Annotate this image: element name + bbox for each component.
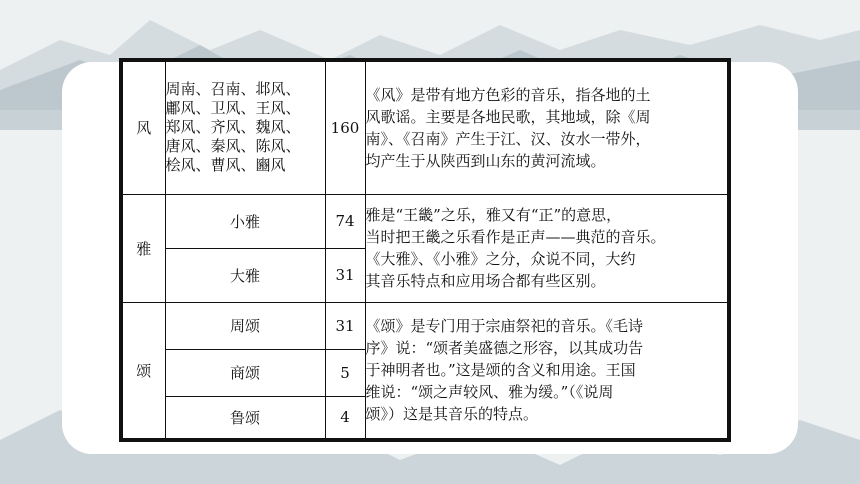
name-line: 唐风、秦风、陈风、: [165, 137, 301, 156]
count-cell: 31: [325, 248, 365, 302]
name-line: 桧风、曹风、豳风: [165, 156, 286, 175]
desc-line: 雅是“王畿”之乐，雅又有“正”的意思，: [365, 206, 622, 224]
desc-line: 维说：“颂之声较风、雅为缓。”（《说周: [365, 383, 614, 402]
desc-line: 风歌谣。主要是各地民歌，其地域，除《周: [365, 107, 651, 126]
description-cell: [365, 194, 729, 302]
desc-line: 于神明者也。”这是颂的含义和用途。王国: [365, 361, 636, 380]
description-cell: [365, 302, 729, 440]
desc-line: 序》说：“颂者美盛德之形容，以其成功告: [365, 339, 644, 358]
feng-names-cell: [165, 60, 325, 194]
subcategory-cell: 商颂: [165, 349, 325, 396]
count-cell: 4: [325, 396, 365, 440]
desc-line: 《颂》是专门用于宗庙祭祀的音乐。《毛诗: [365, 317, 644, 336]
name-line: 郑风、齐风、魏风、: [165, 118, 301, 137]
table-row-zhousong: [121, 302, 729, 349]
count-cell: 74: [325, 194, 365, 248]
subcategory-cell: 周颂: [165, 302, 325, 349]
desc-line: 均产生于从陕西到山东的黄河流域。: [365, 151, 606, 170]
category-cell: 颂: [121, 302, 165, 440]
desc-line: 其音乐特点和应用场合都有些区别。: [365, 272, 606, 290]
desc-line: 颂》）这是其音乐的特点。: [365, 405, 539, 424]
subcategory-cell: 大雅: [165, 248, 325, 302]
name-line: 周南、召南、邶风、: [165, 80, 301, 99]
count-cell: 5: [325, 349, 365, 396]
name-line: 鄘风、卫风、王风、: [165, 99, 301, 118]
category-cell: 雅: [121, 194, 165, 302]
description-cell: [365, 60, 729, 194]
desc-line: 当时把王畿之乐看作是正声——典范的音乐。: [365, 228, 666, 246]
table-row-feng: [121, 60, 729, 194]
desc-line: 《风》是带有地方色彩的音乐，指各地的土: [365, 85, 651, 104]
shijing-classification-table: [119, 58, 731, 442]
count-cell: 160: [325, 60, 365, 194]
desc-line: 《大雅》、《小雅》之分，众说不同，大约: [365, 250, 636, 268]
count-cell: 31: [325, 302, 365, 349]
subcategory-cell: 小雅: [165, 194, 325, 248]
category-cell: 风: [121, 60, 165, 194]
table-row-xiaoya: [121, 194, 729, 248]
desc-line: 南》、《召南》产生于江、汉、汝水一带外，: [365, 129, 651, 148]
subcategory-cell: 鲁颂: [165, 396, 325, 440]
